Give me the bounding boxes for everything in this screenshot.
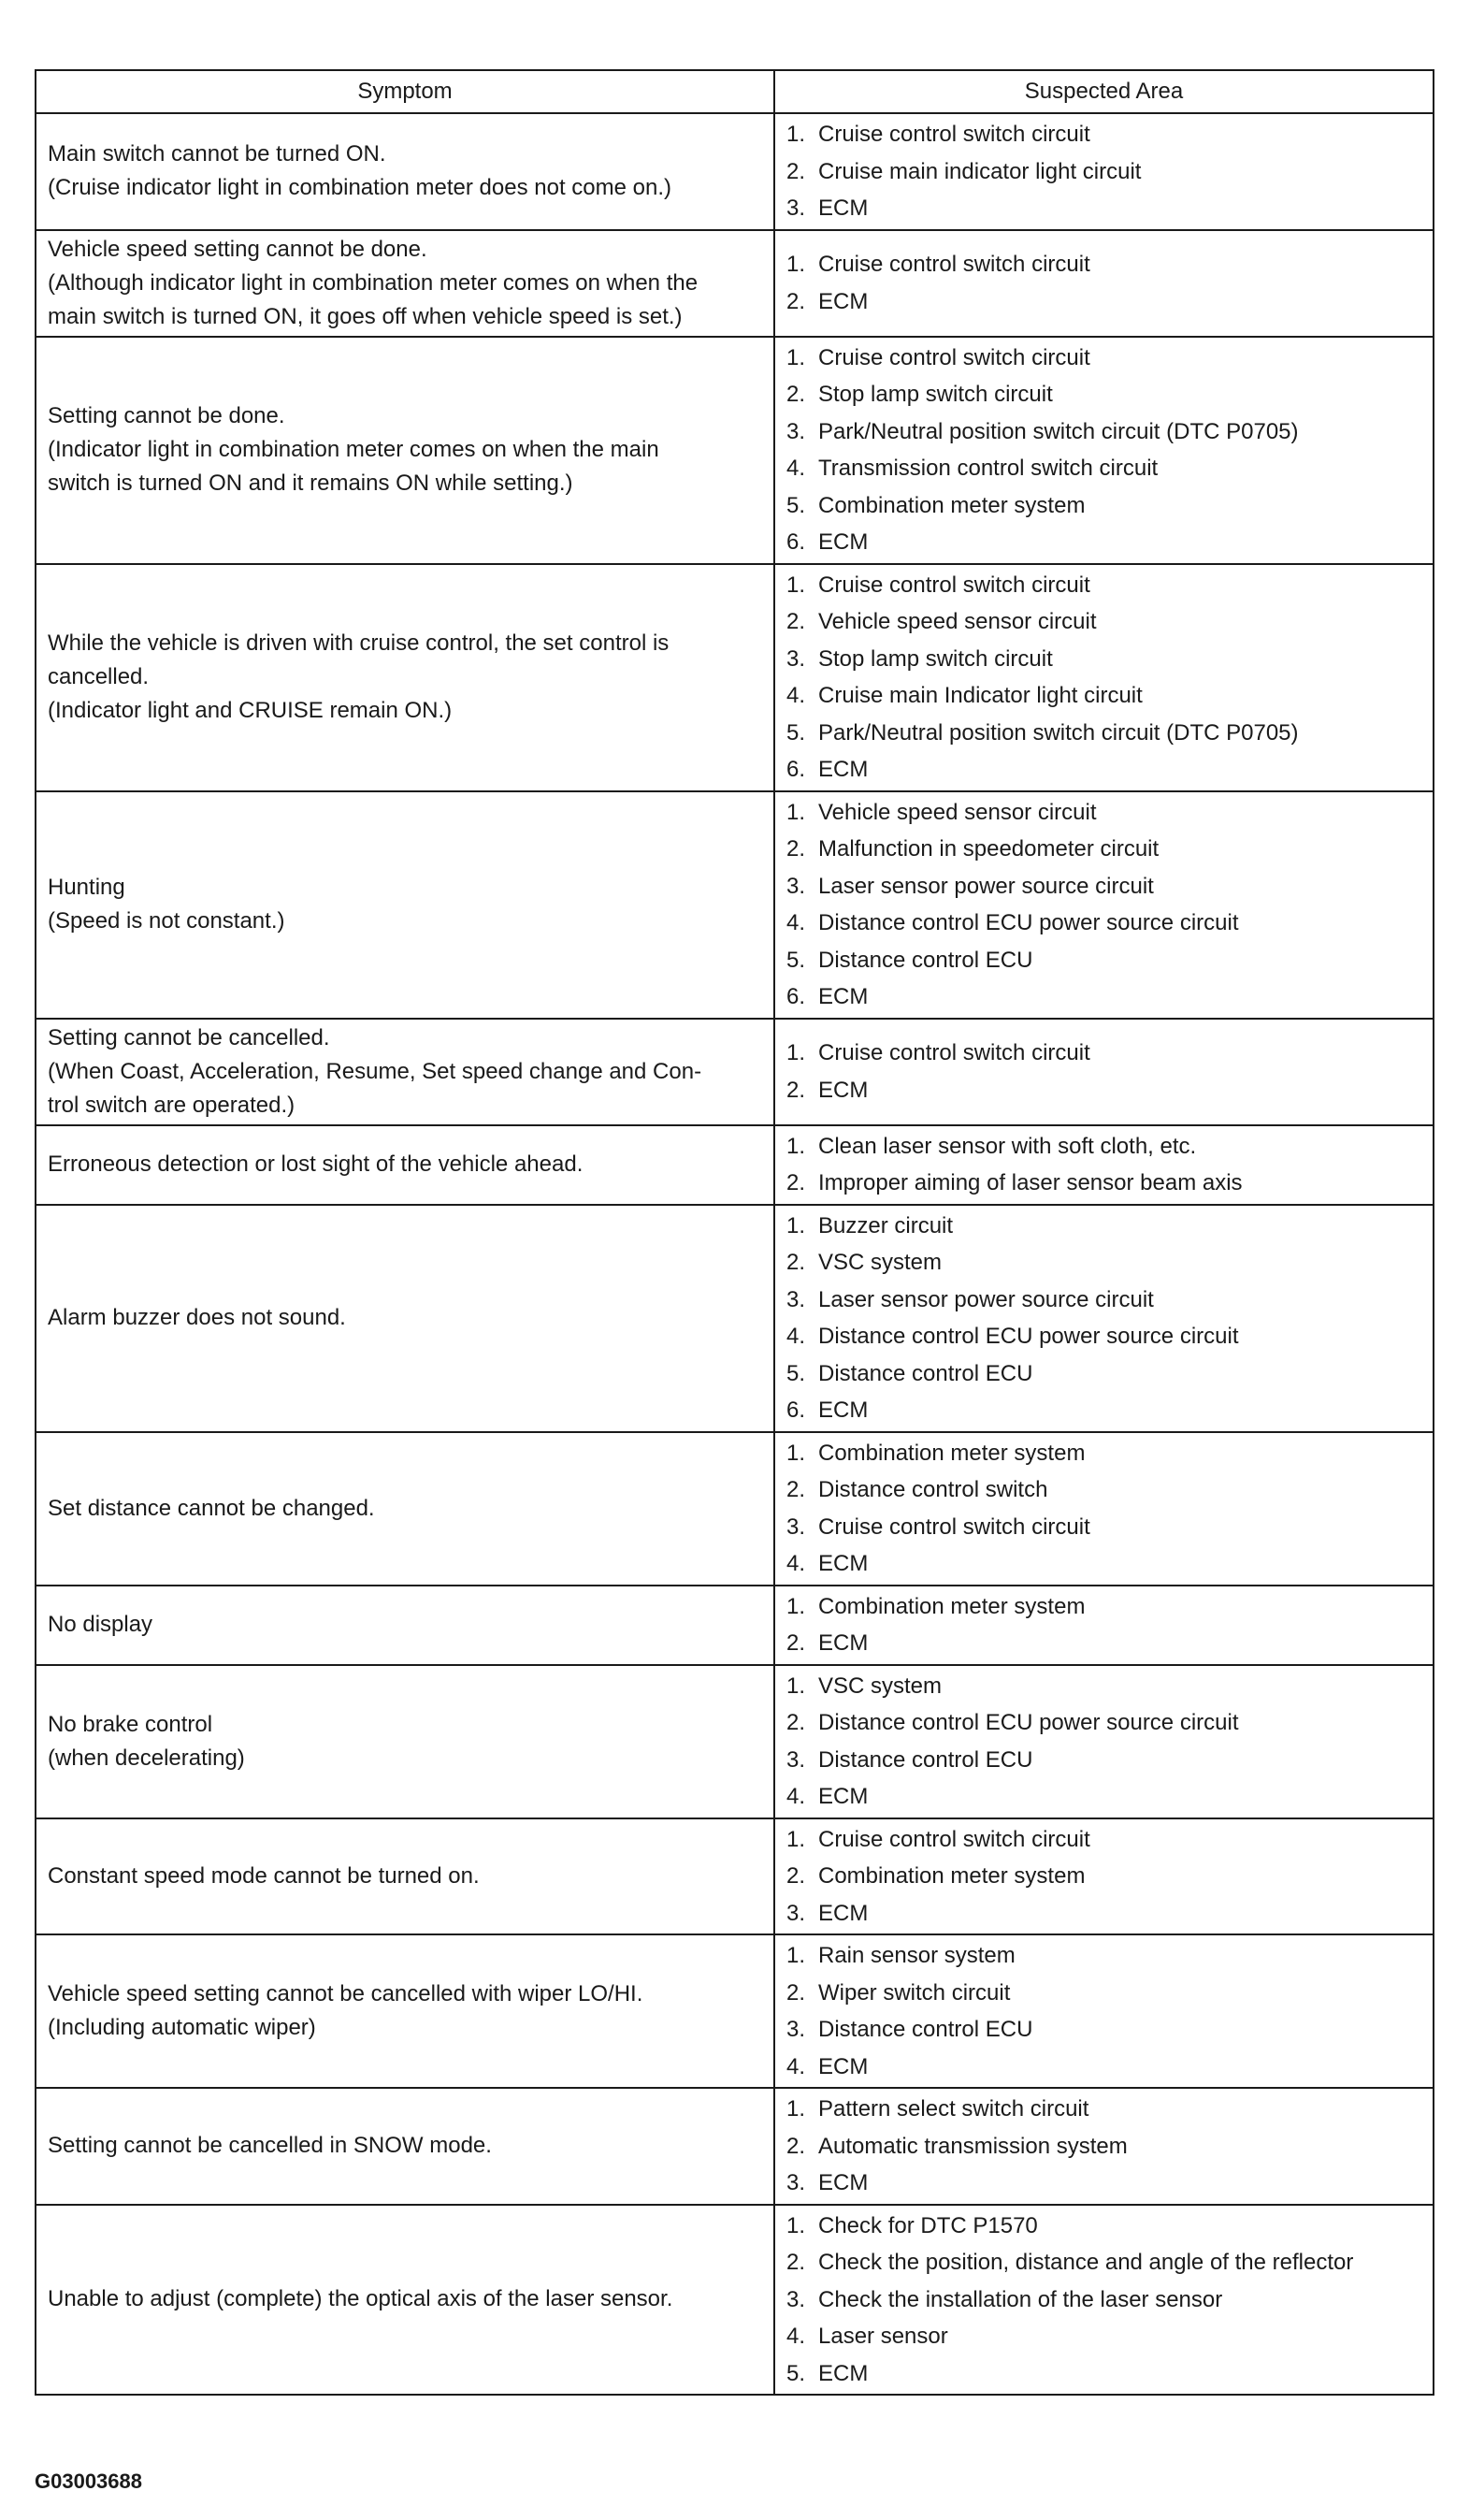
suspected-area-text: Laser sensor power source circuit xyxy=(818,1286,1154,1312)
list-item-number: 6. xyxy=(786,529,806,555)
suspected-area-text: ECM xyxy=(818,757,869,782)
suspected-area-text: Distance control ECU xyxy=(818,1746,1033,1773)
list-item xyxy=(786,340,1421,377)
list-item-number: 1. xyxy=(786,1212,806,1238)
list-item-number: 1. xyxy=(786,1440,806,1466)
table-row xyxy=(36,1432,1434,1586)
suspected-area-text: Vehicle speed sensor circuit xyxy=(818,799,1097,825)
list-item xyxy=(786,2091,1421,2128)
suspected-area-text: Cruise control switch circuit xyxy=(818,122,1090,147)
symptom-text-line: Setting cannot be cancelled in SNOW mode. xyxy=(48,2133,492,2159)
symptom-text-line: Alarm buzzer does not sound. xyxy=(48,1305,346,1330)
symptom-text-line: main switch is turned ON, it goes off when vehicle speed is set.) xyxy=(48,303,683,329)
list-item xyxy=(786,116,1421,153)
list-item xyxy=(786,376,1421,413)
suspected-area-text: Laser sensor xyxy=(818,2324,948,2349)
suspected-area-cell xyxy=(774,113,1434,230)
suspected-area-text: Wiper switch circuit xyxy=(818,1979,1011,2006)
list-item-number: 2. xyxy=(786,1630,806,1656)
list-item xyxy=(786,1035,1421,1072)
diagnostic-table-sheet xyxy=(35,69,1433,2396)
suspected-area-text: Stop lamp switch circuit xyxy=(818,382,1053,407)
list-item-number: 1. xyxy=(786,1133,806,1159)
suspected-area-text: Distance control ECU power source circuit xyxy=(818,910,1239,935)
suspected-area-text: Clean laser sensor with soft cloth, etc. xyxy=(818,1133,1197,1159)
suspected-area-text: Park/Neutral position switch circuit (DTC P0705) xyxy=(818,719,1299,746)
symptom-text-line: Unable to adjust (complete) the optical axis of the laser sensor. xyxy=(48,2286,673,2312)
symptom-text-line: (Indicator light and CRUISE remain ON.) xyxy=(48,698,453,723)
list-item xyxy=(786,1128,1421,1166)
list-item-number: 1. xyxy=(786,1943,806,1968)
list-item xyxy=(786,1244,1421,1282)
list-item xyxy=(786,751,1421,789)
list-item xyxy=(786,1435,1421,1472)
list-item xyxy=(786,1471,1421,1509)
list-item xyxy=(786,1392,1421,1429)
list-item-number: 4. xyxy=(786,910,806,935)
suspected-area-text: Transmission control switch circuit xyxy=(818,456,1159,481)
list-item-number: 3. xyxy=(786,418,806,444)
symptom-cell xyxy=(36,2205,774,2396)
suspected-area-text: ECM xyxy=(818,2170,869,2195)
suspected-area-text: ECM xyxy=(818,529,869,555)
list-item-number: 4. xyxy=(786,1784,806,1809)
symptom-text-line: Setting cannot be cancelled. xyxy=(48,1024,330,1050)
list-item xyxy=(786,1282,1421,1319)
suspected-area-text: Cruise control switch circuit xyxy=(818,1513,1090,1540)
suspected-area-cell xyxy=(774,564,1434,791)
suspected-area-text: Combination meter system xyxy=(818,1593,1086,1619)
list-item-number: 5. xyxy=(786,2360,806,2386)
list-item xyxy=(786,831,1421,868)
list-item xyxy=(786,450,1421,487)
suspected-area-cell xyxy=(774,2088,1434,2205)
list-item-number: 2. xyxy=(786,609,806,634)
symptom-cell xyxy=(36,1125,774,1205)
table-row xyxy=(36,564,1434,791)
suspected-area-text: Cruise control switch circuit xyxy=(818,1040,1090,1065)
symptom-cell xyxy=(36,113,774,230)
suspected-area-text: ECM xyxy=(818,196,869,221)
list-item xyxy=(786,1821,1421,1859)
list-item xyxy=(786,1975,1421,2012)
table-row xyxy=(36,1665,1434,1818)
list-item-number: 2. xyxy=(786,158,806,184)
suspected-area-cell xyxy=(774,1125,1434,1205)
suspected-area-text: Cruise main indicator light circuit xyxy=(818,158,1142,184)
symptom-text-line: Vehicle speed setting cannot be done. xyxy=(48,236,427,262)
list-item-number: 2. xyxy=(786,1979,806,2006)
suspected-area-text: Check for DTC P1570 xyxy=(818,2212,1038,2238)
list-item-number: 6. xyxy=(786,757,806,782)
suspected-area-text: Stop lamp switch circuit xyxy=(818,645,1053,672)
suspected-area-text: ECM xyxy=(818,2053,869,2079)
suspected-area-cell xyxy=(774,1019,1434,1125)
suspected-area-text: ECM xyxy=(818,2360,869,2386)
symptom-header: Symptom xyxy=(36,70,774,113)
suspected-area-text: Vehicle speed sensor circuit xyxy=(818,609,1097,634)
suspected-area-cell xyxy=(774,2205,1434,2396)
suspected-area-text: ECM xyxy=(818,1551,869,1576)
list-item-number: 2. xyxy=(786,1250,806,1275)
list-item-number: 6. xyxy=(786,984,806,1009)
suspected-area-text: Distance control switch xyxy=(818,1477,1048,1502)
list-item-number: 4. xyxy=(786,456,806,481)
list-item xyxy=(786,2318,1421,2355)
symptom-text-line: (When Coast, Acceleration, Resume, Set speed change and Con- xyxy=(48,1058,702,1084)
list-item xyxy=(786,413,1421,451)
suspected-area-text: VSC system xyxy=(818,1250,943,1275)
list-item xyxy=(786,677,1421,715)
list-item xyxy=(786,283,1421,321)
table-row xyxy=(36,337,1434,564)
symptom-text-line: Hunting xyxy=(48,875,125,900)
list-item-number: 4. xyxy=(786,1551,806,1576)
list-item xyxy=(786,1165,1421,1202)
table-row xyxy=(36,1125,1434,1205)
suspected-area-text: ECM xyxy=(818,1784,869,1809)
suspected-area-text: Rain sensor system xyxy=(818,1943,1016,1968)
list-item xyxy=(786,2011,1421,2049)
list-item-number: 3. xyxy=(786,196,806,221)
suspected-area-text: VSC system xyxy=(818,1673,943,1699)
list-item-number: 3. xyxy=(786,1286,806,1312)
suspected-area-text: Distance control ECU power source circuit xyxy=(818,1324,1239,1349)
list-item-number: 1. xyxy=(786,252,806,277)
table-row xyxy=(36,113,1434,230)
list-item-number: 4. xyxy=(786,1324,806,1349)
list-item-number: 5. xyxy=(786,719,806,746)
suspected-area-text: Pattern select switch circuit xyxy=(818,2096,1089,2122)
symptom-text-line: Constant speed mode cannot be turned on. xyxy=(48,1862,480,1889)
list-item xyxy=(786,2244,1421,2281)
suspected-area-cell xyxy=(774,230,1434,337)
symptom-text-line: (Although indicator light in combination meter comes on when the xyxy=(48,269,699,296)
list-item xyxy=(786,1704,1421,1742)
symptom-text-line: Vehicle speed setting cannot be cancelled with wiper LO/HI. xyxy=(48,1981,643,2006)
list-item xyxy=(786,868,1421,905)
suspected-area-text: Distance control ECU xyxy=(818,1360,1033,1386)
table-row xyxy=(36,1818,1434,1935)
list-item xyxy=(786,1742,1421,1779)
suspected-area-text: Check the position, distance and angle of the reflector xyxy=(818,2250,1354,2275)
suspected-area-text: Cruise main Indicator light circuit xyxy=(818,683,1143,708)
list-item xyxy=(786,2165,1421,2202)
suspected-area-text: ECM xyxy=(818,1398,869,1423)
list-item-number: 1. xyxy=(786,122,806,147)
list-item xyxy=(786,1545,1421,1583)
table-row xyxy=(36,2205,1434,2396)
list-item-number: 1. xyxy=(786,2096,806,2122)
list-item-number: 2. xyxy=(786,1170,806,1195)
symptom-table xyxy=(35,69,1434,2396)
symptom-cell xyxy=(36,791,774,1019)
suspected-area-text: Malfunction in speedometer circuit xyxy=(818,836,1160,862)
list-item xyxy=(786,641,1421,678)
suspected-area-header: Suspected Area xyxy=(774,70,1434,113)
list-item-number: 3. xyxy=(786,1746,806,1773)
symptom-cell xyxy=(36,1818,774,1935)
suspected-area-text: Cruise control switch circuit xyxy=(818,344,1090,370)
suspected-area-text: Distance control ECU power source circuit xyxy=(818,1710,1239,1735)
list-item xyxy=(786,1625,1421,1662)
suspected-area-text: ECM xyxy=(818,288,869,314)
list-item xyxy=(786,603,1421,641)
list-item-number: 4. xyxy=(786,683,806,708)
figure-code: G03003688 xyxy=(35,2469,142,2493)
list-item-number: 1. xyxy=(786,1040,806,1065)
suspected-area-cell xyxy=(774,337,1434,564)
suspected-area-cell xyxy=(774,1205,1434,1432)
list-item xyxy=(786,1072,1421,1109)
symptom-text-line: trol switch are operated.) xyxy=(48,1092,295,1118)
table-row xyxy=(36,1934,1434,2088)
list-item xyxy=(786,1937,1421,1975)
list-item-number: 1. xyxy=(786,344,806,370)
list-item xyxy=(786,1509,1421,1546)
suspected-area-text: Buzzer circuit xyxy=(818,1212,954,1238)
symptom-cell xyxy=(36,230,774,337)
suspected-area-text: Distance control ECU xyxy=(818,947,1033,973)
symptom-text-line: Set distance cannot be changed. xyxy=(48,1495,375,1521)
list-item xyxy=(786,2208,1421,2245)
suspected-area-cell xyxy=(774,1432,1434,1586)
suspected-area-text: Combination meter system xyxy=(818,1863,1086,1889)
suspected-area-cell xyxy=(774,791,1434,1019)
suspected-area-cell xyxy=(774,1586,1434,1665)
suspected-area-cell xyxy=(774,1934,1434,2088)
list-item-number: 3. xyxy=(786,2286,806,2312)
list-item xyxy=(786,190,1421,227)
list-item xyxy=(786,1588,1421,1626)
list-item xyxy=(786,1355,1421,1393)
table-body xyxy=(36,113,1434,2395)
list-item xyxy=(786,2049,1421,2086)
list-item-number: 1. xyxy=(786,2212,806,2238)
list-item xyxy=(786,715,1421,752)
suspected-area-text: ECM xyxy=(818,1630,869,1656)
suspected-area-cell xyxy=(774,1665,1434,1818)
symptom-text-line: (Speed is not constant.) xyxy=(48,908,285,934)
suspected-area-text: ECM xyxy=(818,1077,869,1103)
list-item-number: 3. xyxy=(786,1900,806,1926)
header-row xyxy=(36,70,1434,113)
list-item xyxy=(786,978,1421,1016)
list-item xyxy=(786,2281,1421,2319)
suspected-area-text: Automatic transmission system xyxy=(818,2133,1128,2159)
symptom-cell xyxy=(36,1665,774,1818)
list-item-number: 3. xyxy=(786,873,806,899)
list-item-number: 2. xyxy=(786,288,806,314)
list-item-number: 4. xyxy=(786,2053,806,2079)
list-item xyxy=(786,1208,1421,1245)
list-item-number: 2. xyxy=(786,1710,806,1735)
list-item xyxy=(786,2355,1421,2393)
list-item-number: 1. xyxy=(786,799,806,825)
list-item-number: 4. xyxy=(786,2324,806,2349)
list-item-number: 2. xyxy=(786,836,806,862)
table-row xyxy=(36,2088,1434,2205)
list-item-number: 3. xyxy=(786,2170,806,2195)
list-item xyxy=(786,1318,1421,1355)
suspected-area-text: Combination meter system xyxy=(818,492,1086,518)
symptom-cell xyxy=(36,1205,774,1432)
list-item xyxy=(786,905,1421,942)
list-item xyxy=(786,153,1421,191)
list-item xyxy=(786,487,1421,525)
list-item xyxy=(786,942,1421,979)
symptom-text-line: No brake control xyxy=(48,1711,213,1737)
table-row xyxy=(36,1205,1434,1432)
list-item xyxy=(786,1895,1421,1933)
list-item-number: 2. xyxy=(786,1077,806,1103)
suspected-area-text: Improper aiming of laser sensor beam axis xyxy=(818,1170,1243,1195)
list-item xyxy=(786,1858,1421,1895)
list-item-number: 2. xyxy=(786,2133,806,2159)
table-row xyxy=(36,230,1434,337)
list-item xyxy=(786,1778,1421,1816)
symptom-text-line: Erroneous detection or lost sight of the vehicle ahead. xyxy=(48,1151,584,1177)
suspected-area-text: Check the installation of the laser sensor xyxy=(818,2286,1223,2312)
list-item xyxy=(786,246,1421,283)
list-item xyxy=(786,1668,1421,1705)
list-item-number: 5. xyxy=(786,1360,806,1386)
suspected-area-text: Combination meter system xyxy=(818,1440,1086,1466)
suspected-area-text: Park/Neutral position switch circuit (DTC P0705) xyxy=(818,418,1299,444)
symptom-text-line: (Cruise indicator light in combination meter does not come on.) xyxy=(48,175,671,201)
symptom-cell xyxy=(36,1934,774,2088)
symptom-text-line: While the vehicle is driven with cruise control, the set control is xyxy=(48,630,670,656)
table-row xyxy=(36,1019,1434,1125)
list-item-number: 6. xyxy=(786,1398,806,1423)
list-item xyxy=(786,2128,1421,2165)
symptom-cell xyxy=(36,1586,774,1665)
suspected-area-text: Cruise control switch circuit xyxy=(818,1826,1090,1852)
symptom-cell xyxy=(36,1432,774,1586)
symptom-text-line: cancelled. xyxy=(48,664,150,689)
list-item-number: 1. xyxy=(786,1593,806,1619)
suspected-area-cell xyxy=(774,1818,1434,1935)
list-item-number: 3. xyxy=(786,645,806,672)
symptom-cell xyxy=(36,564,774,791)
list-item-number: 5. xyxy=(786,947,806,973)
table-row xyxy=(36,791,1434,1019)
suspected-area-text: Cruise control switch circuit xyxy=(818,252,1090,277)
list-item-number: 2. xyxy=(786,1863,806,1889)
list-item-number: 2. xyxy=(786,1477,806,1502)
symptom-cell xyxy=(36,337,774,564)
list-item-number: 3. xyxy=(786,2017,806,2042)
symptom-text-line: (when decelerating) xyxy=(48,1745,245,1771)
list-item xyxy=(786,524,1421,561)
list-item-number: 1. xyxy=(786,1826,806,1852)
symptom-text-line: Setting cannot be done. xyxy=(48,403,285,428)
symptom-cell xyxy=(36,2088,774,2205)
table-row xyxy=(36,1586,1434,1665)
suspected-area-text: Laser sensor power source circuit xyxy=(818,873,1154,899)
list-item-number: 2. xyxy=(786,2250,806,2275)
suspected-area-text: ECM xyxy=(818,1900,869,1926)
list-item-number: 3. xyxy=(786,1513,806,1540)
list-item xyxy=(786,794,1421,832)
list-item-number: 2. xyxy=(786,382,806,407)
suspected-area-text: ECM xyxy=(818,984,869,1009)
symptom-cell xyxy=(36,1019,774,1125)
symptom-text-line: No display xyxy=(48,1612,153,1637)
suspected-area-text: Distance control ECU xyxy=(818,2017,1033,2042)
symptom-text-line: switch is turned ON and it remains ON while setting.) xyxy=(48,471,573,496)
symptom-text-line: (Indicator light in combination meter comes on when the main xyxy=(48,437,659,462)
list-item-number: 5. xyxy=(786,492,806,518)
list-item xyxy=(786,567,1421,604)
list-item-number: 1. xyxy=(786,1673,806,1699)
list-item-number: 1. xyxy=(786,572,806,598)
suspected-area-text: Cruise control switch circuit xyxy=(818,572,1090,598)
symptom-text-line: (Including automatic wiper) xyxy=(48,2015,316,2040)
symptom-text-line: Main switch cannot be turned ON. xyxy=(48,141,386,167)
